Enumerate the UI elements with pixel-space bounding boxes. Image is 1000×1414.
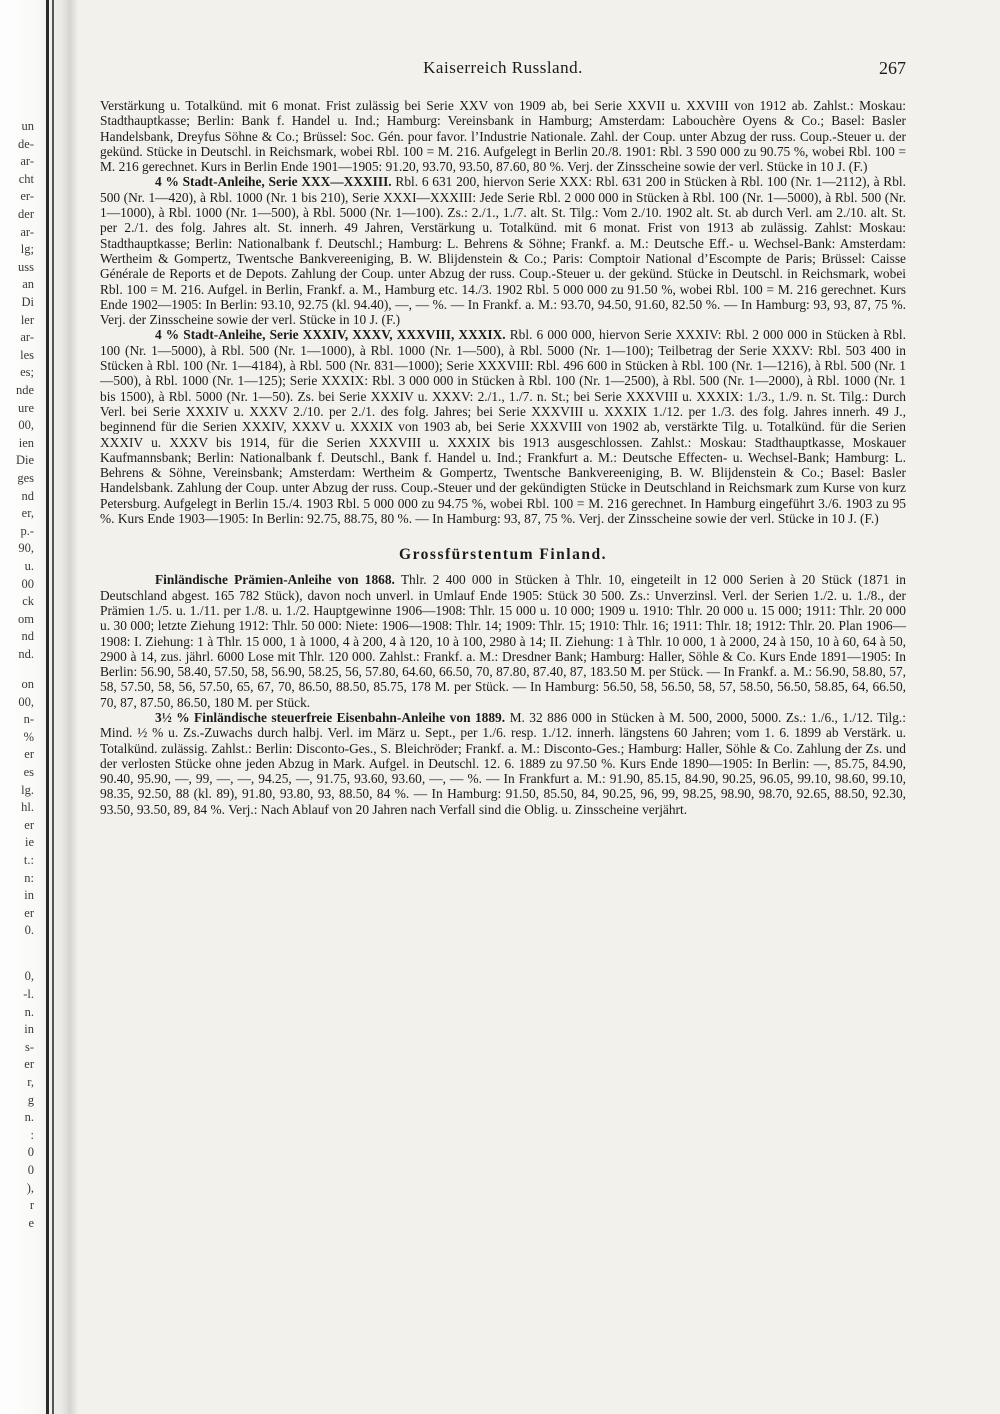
gutter-fragment: nd xyxy=(21,488,34,503)
gutter-fragment: er xyxy=(24,747,34,762)
gutter-fragment: ar- xyxy=(20,224,34,239)
paragraph-text: Thlr. 2 400 000 in Stücken à Thlr. 10, eingeteilt in 12 000 Serien à 20 Stück (1871 in Deutschland abgest. 165 782 Stück), davon noch unverl. in Umlauf Ende 1905: Stück 30 500. Zs.: Unverzinsl. Verl. der Serien 1./2. u. 1./8., der Prämien 1./5. u. 1./11. per 1./8. u. 1./2. Hauptgewinne 1906—1908: Thlr. 15 000 u. 10 000; 1909 u. 1910: Thlr. 20 000 u. 15 000; 1911: Thlr. 20 000 u. 30 000; letzte Ziehung 1912: Thlr. 50 000: Niete: 1906—1908: Thlr. 14; 1909: Thlr. 15; 1910: Thlr. 16; 1911: Thlr. 18; 1912: Thlr. 20. Plan 1906—1908: I. Ziehung: 1 à Thlr. 15 000, 1 à 1000, 4 à 200, 4 à 120, 10 à 100, 2980 à 14; II. Ziehung: 1 à Thlr. 10 000, 1 à 2000, 24 à 150, 10 à 60, 64 à 50, 2900 à 14, zus. jährl. 6000 Lose mit Thlr. 120 000. Zahlst.: Frankf. a. M.: Dresdner Bank; Hamburg: Haller, Söhle & Co. Kurs Ende 1891—1905: In Berlin: 56.90, 58.40, 57.50, 58, 56.90, 58.25, 56, 57.80, 64.60, 66.50, 70, 87.80, 87.40, 87, 183.50 M. per Stück. — In Frankf. a. M.: 56.90, 58.80, 57, 58, 57.50, 58, 56, 57.50, 65, 67, 70, 86.50, 88.50, 85.75, 178 M. per Stück. — In Hamburg: 56.50, 58, 56.50, 58, 57, 58.50, 56.50, 58.85, 64, 66.50, 70, 87, 87.50, 86.50, 180 M. per Stück. xyxy=(100,572,906,710)
gutter-fold-line xyxy=(52,0,54,1414)
gutter-fragment: er- xyxy=(20,189,34,204)
gutter-fragment: er xyxy=(24,1057,34,1072)
gutter-fragment: 0 xyxy=(27,1145,34,1160)
gutter-fragment: g xyxy=(27,1092,34,1107)
gutter-fragment: nd. xyxy=(18,647,34,661)
gutter-fragment: n: xyxy=(24,870,34,885)
gutter-fragment: r, xyxy=(27,1075,34,1089)
gutter-fragment: es; xyxy=(20,365,34,380)
paragraph xyxy=(100,327,906,526)
gutter-fragment: 90, xyxy=(18,541,34,556)
gutter-fragment: cht xyxy=(18,171,34,186)
paragraph-lead: 4 % Stadt-Anleihe, Serie XXXIV, XXXV, XXXVIII, XXXIX. xyxy=(155,327,506,343)
paragraph xyxy=(100,710,906,817)
paragraph-text: M. 32 886 000 in Stücken à M. 500, 2000, 5000. Zs.: 1./6., 1./12. Tilg.: Mind. ½ % u. Zs.-Zuwachs durch halbj. Verl. im März u. Sept., per 1./6. resp. 1./12. innerh. längstens 60 Jahren; vom 1. 6. 1899 ab Verstärk. u. Totalkünd. zulässig. Zahlst.: Berlin: Disconto-Ges., S. Bleichröder; Frankf. a. M.: Disconto-Ges.; Hamburg: Haller, Söhle & Co. Zahlung der Zs. und der verlosten Stücke ohne jeden Abzug in Mark. Aufgel. in Deutschl. 12. 6. 1889 zu 97.50 %. Kurs Ende 1890—1905: In Berlin: —, 85.75, 84.90, 90.40, 95.90, —, 99, —, —, 94.25, —, 91.75, 93.60, 93.60, —, — %. — In Frankfurt a. M.: 91.90, 85.15, 84.90, 90.25, 96.05, 99.10, 98.60, 99.10, 98.35, 92.50, 88 (kl. 89), 91.80, 93.80, 93, 88.50, 84 %. — In Hamburg: 91.50, 85.50, 84, 90.25, 96, 99, 98.25, 98.90, 98.70, 92.65, 88.50, 92.30, 93.50, 93.50, 89, 84 %. Verj.: Nach Ablauf von 20 Jahren nach Verfall sind die Oblig. u. Zinsscheine verjährt. xyxy=(100,709,906,817)
gutter-fragment: an xyxy=(22,277,34,292)
gutter-fragment: s- xyxy=(24,1039,34,1054)
paragraph-text: Rbl. 6 000 000, hiervon Serie XXXIV: Rbl. 2 000 000 in Stücken à Rbl. 100 (Nr. 1—5000), à Rbl. 500 (Nr. 1—1000), à Rbl. 1000 (Nr. 1—500), à Rbl. 5000 (Nr. 1—100); Teilbetrag der Serie XXXV: Rbl. 503 400 in Stücken à Rbl. 100 (Nr. 1—4184), à Rbl. 500 (Nr. 831—1000); Serie XXXVIII: Rbl. 496 600 in Stücken à Rbl. 100 (Nr. 1—1216), à Rbl. 500 (Nr. 1—500), à Rbl. 1000 (Nr. 1—125); Serie XXXIX: Rbl. 3 000 000 in Stücken à Rbl. 100 (Nr. 1—2500), à Rbl. 500 (Nr. 1—2000), à Rbl. 1000 (Nr. 1 bis 1500), à Rbl. 5000 (Nr. 1—50). Zs. bei Serie XXXIV u. XXXV: 2./1., 1./7. n. St.; bei Serie XXXVIII u. XXXIX: 1./3., 1./9. n. St. Tilg.: Durch Verl. bei Serie XXXIV u. XXXV 2./10. per 2./1. des folg. Jahres; bei Serie XXXVIII u. XXXIX 1./12. per 1./3. des folg. Jahres innerh. 49 J., beginnend für die Serien XXXIV, XXXV u. XXXIX von 1903 ab, bei Serie XXXVIII von 1902 ab, verstärkte Tilg. u. Totalkünd. für die Serien XXXIV u. XXXV bis 1914, für die Serien XXXVIII u. XXXIX bis 1913 ausgeschlossen. Zahlst.: Moskau: Stadthauptkasse, Moskauer Kaufmannsbank; Berlin: Nationalbank f. Deutschl., Bank f. Handel u. Ind.; Frankfurt a. M.: Deutsche Effecten- u. Wechsel-Bank; Hamburg: L. Behrens & Söhne, Vereinsbank; Amsterdam: Wertheim & Gompertz, Twentsche Bankvereeniging, B. W. Blijdenstein & Co.; Basel: Basler Handelsbank. Zahlung der Coup. unter Abzug der russ. Coup.-Steuer und der gekündigten Stücke in Deutschland in Reichsmark zum Kurse von kurz Petersburg. Aufgelegt in Berlin 15./4. 1903 Rbl. 5 000 000 zu 94.75 %, wobei Rbl. 100 = M. 216 gerechnet. In Hamburg eingeführt 3./6. 1903 zu 95 %. Kurs Ende 1903—1905: In Berlin: 92.75, 88.75, 80 %. — In Hamburg: 93, 87, 75 %. Verj. der Zinsscheine sowie der verl. Stücke in 10 J. (F.) xyxy=(100,327,906,527)
gutter-fragment: 00, xyxy=(18,694,34,709)
gutter-fragment: 0, xyxy=(24,969,34,984)
gutter-fragment: ), xyxy=(26,1180,34,1195)
gutter-fragment: nd xyxy=(21,629,34,644)
gutter-fragment: les xyxy=(20,347,34,362)
gutter-fold-line xyxy=(46,0,49,1414)
paragraph-lead: Finländische Prämien-Anleihe von 1868. xyxy=(155,572,395,588)
gutter-fragment: es xyxy=(23,765,34,779)
gutter-fragment: er, xyxy=(21,506,34,521)
gutter-fragment: r xyxy=(29,1198,34,1213)
previous-page-gutter xyxy=(0,0,78,1414)
paragraph xyxy=(100,572,906,710)
gutter-fragment: ar- xyxy=(20,154,34,169)
gutter-fragment: u. xyxy=(24,559,34,573)
gutter-fragment: Di xyxy=(21,295,34,309)
gutter-fragment: un xyxy=(21,119,34,133)
gutter-fragment: ler xyxy=(20,312,34,327)
gutter-fragment: p.- xyxy=(20,523,34,538)
paragraph-text: Rbl. 6 631 200, hiervon Serie XXX: Rbl. 631 200 in Stücken à Rbl. 100 (Nr. 1—2112), à Rbl. 500 (Nr. 1—420), à Rbl. 1000 (Nr. 1 bis 210), Serie XXXI—XXXIII: Jede Serie Rbl. 2 000 000 in Stücken à Rbl. 100 (Nr. 1—5000), à Rbl. 500 (Nr. 1—1000), à Rbl. 1000 (Nr. 1—500), à Rbl. 5000 (Nr. 1—100). Zs.: 2./1., 1./7. alt. St. Tilg.: Vom 2./10. 1902 alt. St. ab durch Verl. am 2./10. alt. St. per 2./1. des folg. Jahres alt. St. innerh. 49 Jahren, Verstärkung u. Totalkünd. mit 6 monat. Frist von 1913 ab zulässig. Zahlst: Moskau: Stadthauptkasse; Berlin: Nationalbank f. Deutschl.; Hamburg: L. Behrens & Söhne; Frankf. a. M.: Deutsche Eff.- u. Wechsel-Bank: Amsterdam: Wertheim & Gompertz, Twentsche Bankvereeniging, B. W. Blijdenstein & Co.; Paris: Comptoir National d’Escompte de Paris; Brüssel: Caisse Générale de Reports et de Depots. Zahlung der Coup. unter Abzug der russ. Coup.-Steuer u. der gekünd. Stücke in Deutschl. in Reichsmark, wobei Rbl. 100 = M. 216. Aufgel. in Berlin, Frankf. a. M., Hamburg etc. 14./3. 1902 Rbl. 5 000 000 zu 91.50 %, wobei Rbl. 100 = M. 216 gerechnet. Kurs Ende 1902—1905: In Berlin: 93.10, 92.75 (kl. 94.40), —, — %. — In Frankf. a. M.: 93.70, 94.50, 91.60, 82.50 %. — In Hamburg: 93, 93, 87, 75 %. Verj. der Zinsscheine sowie der verl. Stücke in 10 J. (F.) xyxy=(100,174,906,328)
gutter-fragment: er xyxy=(24,905,34,920)
paragraph xyxy=(100,174,906,327)
paragraph-lead: 3½ % Finländische steuerfreie Eisenbahn-Anleihe von 1889. xyxy=(155,709,506,725)
gutter-fragment: Die xyxy=(15,453,34,468)
gutter-fragment: n- xyxy=(23,712,34,727)
gutter-fragment: nde xyxy=(15,383,34,397)
gutter-fragment: hl. xyxy=(21,800,34,815)
gutter-fragment: ges xyxy=(17,471,34,485)
page-header xyxy=(100,58,906,88)
section-title: Grossfürstentum Finland. xyxy=(399,546,607,564)
gutter-fragment: de- xyxy=(18,136,34,151)
gutter-fragment: t.: xyxy=(23,853,34,867)
gutter-fragment: ie xyxy=(24,835,34,850)
page xyxy=(100,58,906,817)
gutter-fragment: 00 xyxy=(21,576,34,591)
gutter-fragment: n. xyxy=(24,1004,34,1019)
gutter-fragment: % xyxy=(23,729,34,744)
gutter-fragment: ien xyxy=(18,435,34,450)
gutter-fragment: in xyxy=(24,888,34,903)
gutter-fragment: -l. xyxy=(23,987,34,1001)
gutter-fragment: 0 xyxy=(27,1163,34,1177)
running-title: Kaiserreich Russland. xyxy=(423,58,583,77)
paragraph-text: Verstärkung u. Totalkünd. mit 6 monat. Frist zulässig bei Serie XXV von 1909 ab, bei Serie XXVII u. XXVIII von 1912 ab. Zahlst.: Moskau: Stadthauptkasse; Berlin: Bank f. Handel u. Ind.; Hamburg: Vereinsbank in Hamburg; Amsterdam: Labouchère Oyens & Co.; Basel: Basler Handelsbank, Dreyfus Söhne & Co.; Brüssel: Soc. Gén. pour favor. l’Industrie Nationale. Zahl. der Coup. unter Abzug der russ. Coup.-Steuer u. der gekünd. Stücke in Deutschl. in Reichsmark, wobei Rbl. 100 = M. 216. Aufgelegt in Berlin 20./8. 1901: Rbl. 3 590 000 zu 90.75 %, wobei Rbl. 100 = M. 216 gerechnet. Kurs in Berlin Ende 1901—1905: 91.20, 93.70, 93.50, 87.60, 80 %. Verj. der Zinsscheine sowie der verl. Stücke in 10 J. (F.) xyxy=(100,98,906,175)
gutter-fragment: lg. xyxy=(21,782,34,797)
paragraph-lead: 4 % Stadt-Anleihe, Serie XXX—XXXIII. xyxy=(155,174,392,190)
paragraph xyxy=(100,98,906,174)
gutter-fragment: der xyxy=(18,207,34,221)
page-body xyxy=(100,98,906,817)
gutter-fragment: ure xyxy=(18,400,34,415)
gutter-fragment: 0. xyxy=(24,923,34,938)
gutter-fragment: lg; xyxy=(20,242,34,257)
gutter-fragment: uss xyxy=(18,259,34,274)
gutter-fragment: n. xyxy=(24,1110,34,1125)
page-number: 267 xyxy=(879,58,906,78)
gutter-fragment: 00, xyxy=(18,418,34,433)
gutter-fragment: : xyxy=(30,1127,34,1142)
gutter-fragment: e xyxy=(28,1215,34,1230)
gutter-fragment: er xyxy=(24,817,34,832)
gutter-fragment: on xyxy=(21,677,34,691)
gutter-fragment: om xyxy=(18,611,34,626)
gutter-fragment: in xyxy=(24,1022,34,1037)
gutter-fragment: ck xyxy=(22,594,34,609)
gutter-fragment: ar- xyxy=(20,330,34,345)
